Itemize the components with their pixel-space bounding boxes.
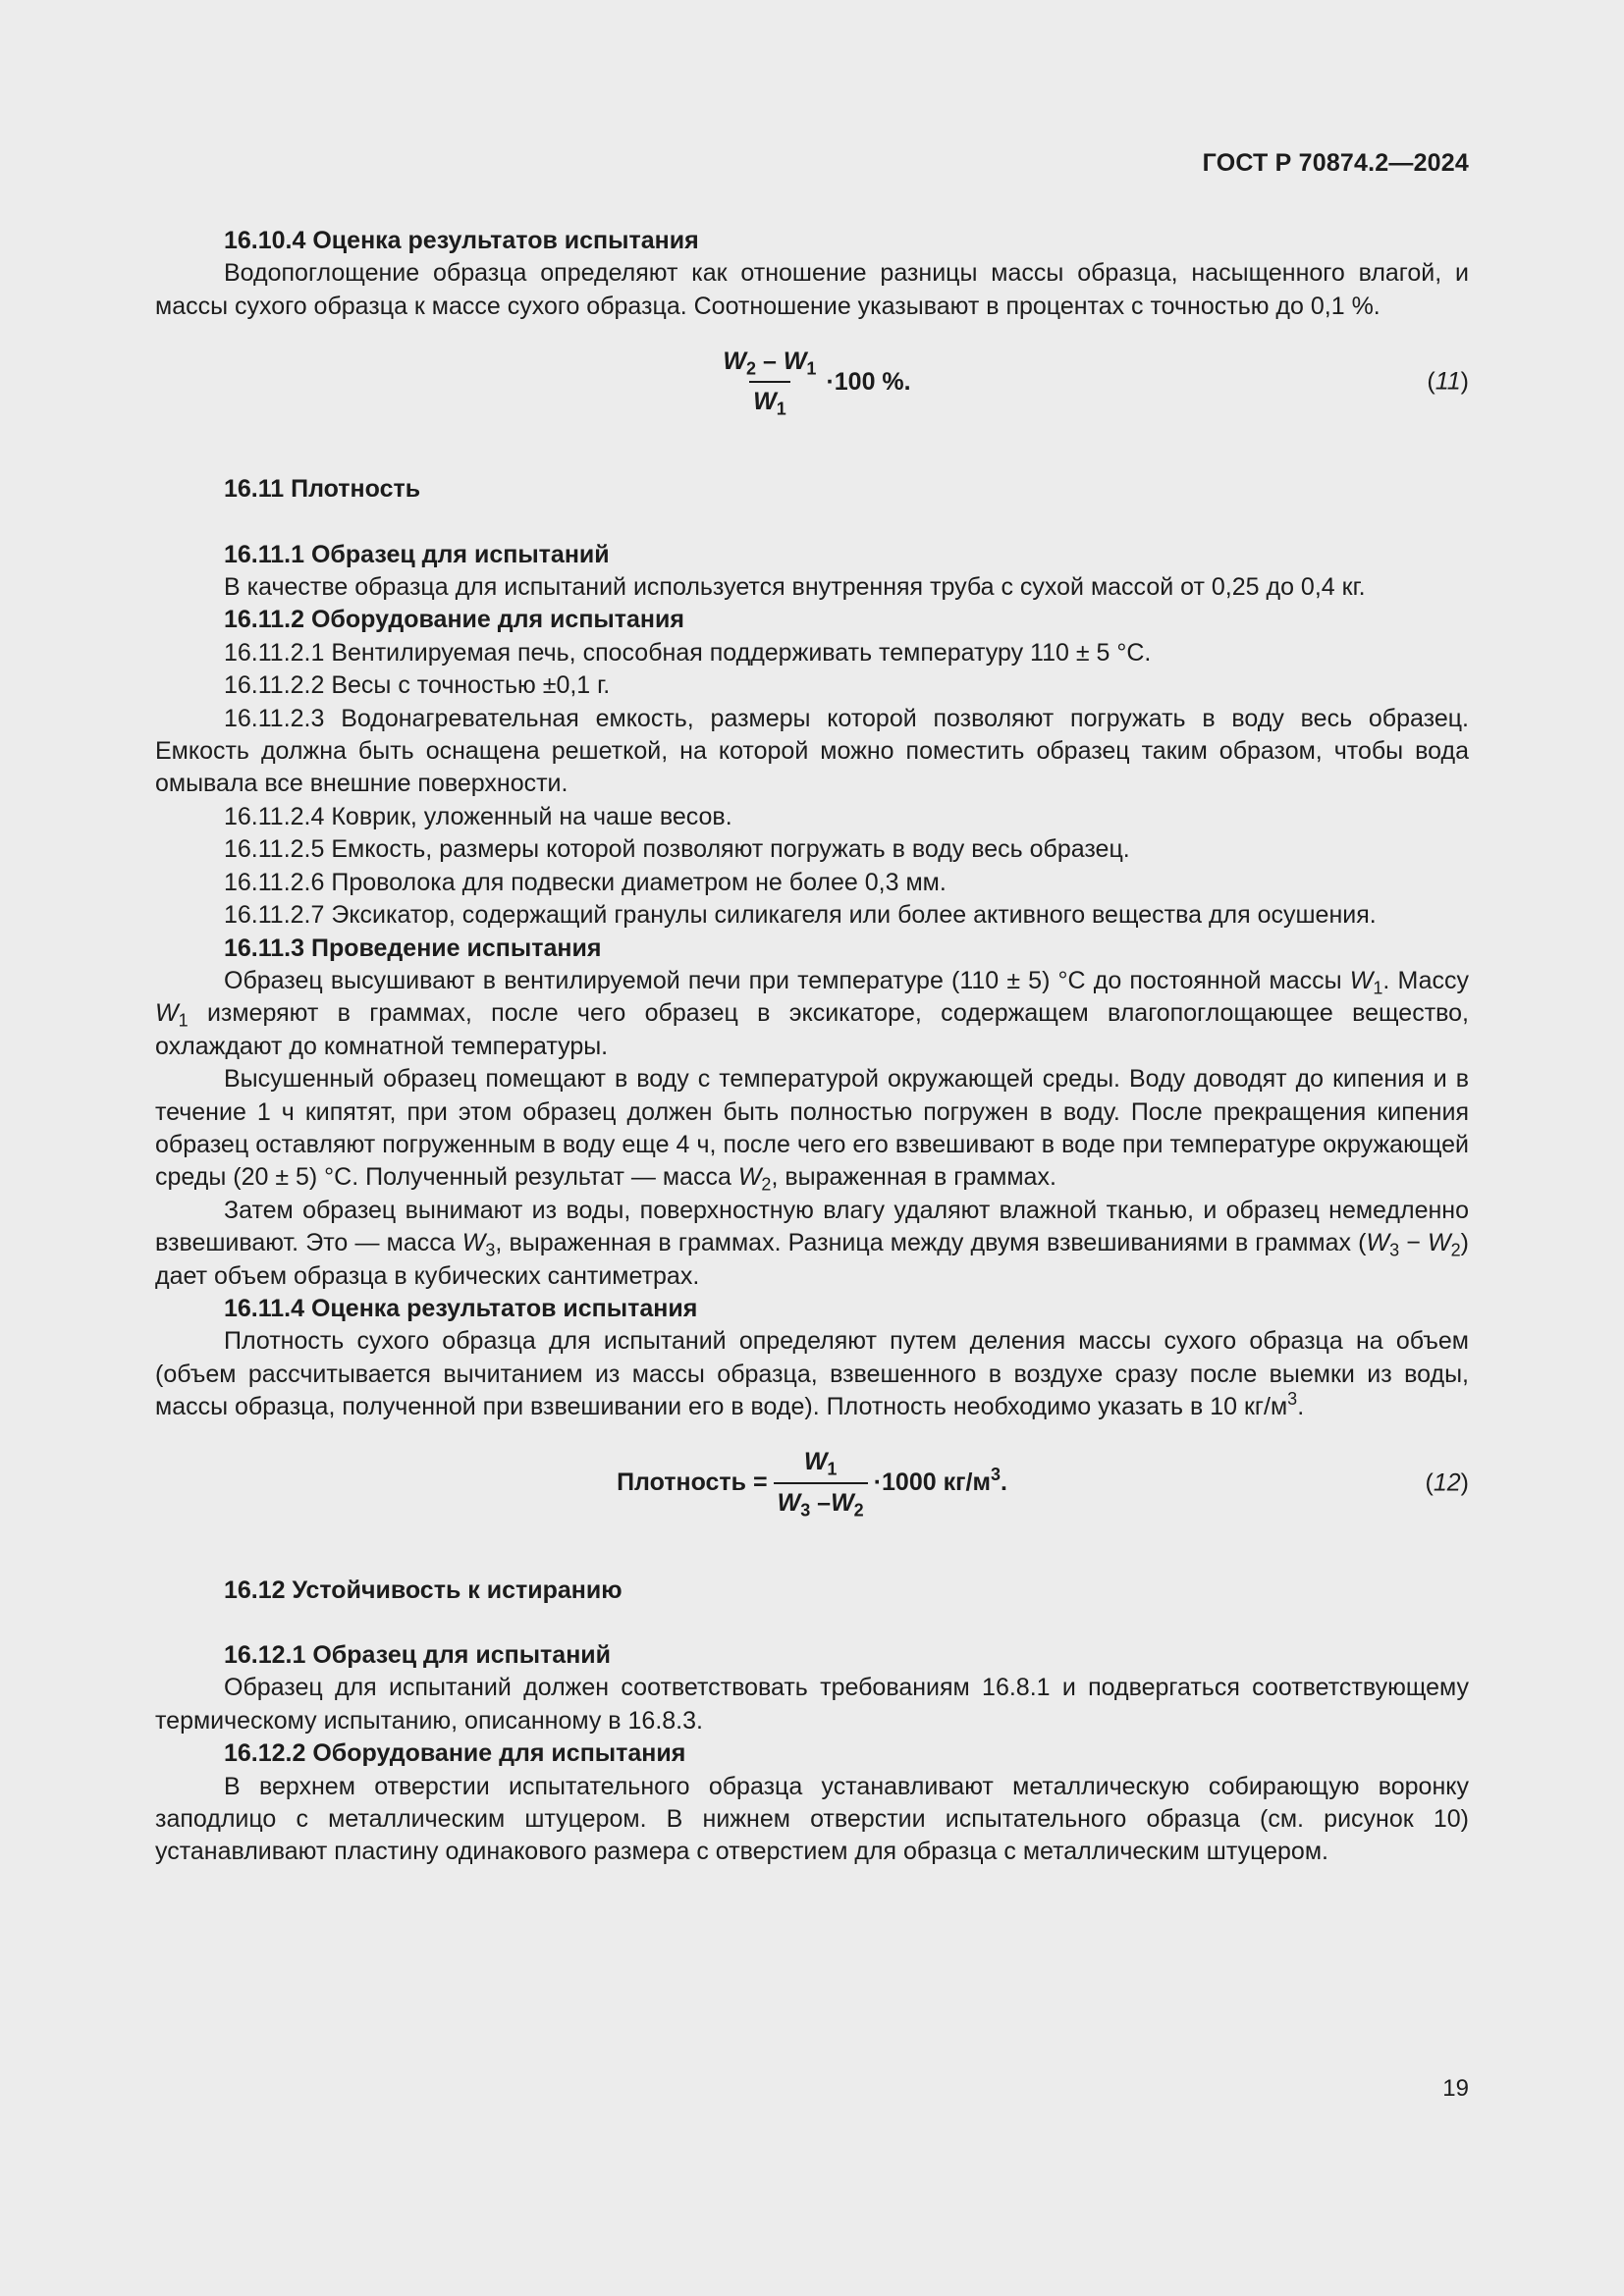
paragraph: В верхнем отверстии испытательного образца устанавливают металлическую собирающую воронку заподлицо с металлическим штуцером. В нижнем отверстии испытательного образца (см. рисунок 10) устанавливают пластину одинакового размера с отверстием для образца с металлическим штуцером. <box>155 1772 1469 1866</box>
list-item: 16.11.2.4 Коврик, уложенный на чаше весов. <box>224 802 732 830</box>
formula-11 <box>155 323 1469 441</box>
formula-12 <box>155 1424 1469 1542</box>
section-heading-16-11-2: 16.11.2 Оборудование для испытания <box>224 606 684 634</box>
section-heading-16-12-1: 16.12.1 Образец для испытаний <box>224 1641 612 1669</box>
list-item: 16.11.2.3 Водонагревательная емкость, размеры которой позволяют погружать в воду весь образец. Емкость должна быть оснащена решеткой, на которой можно поместить образец таким образом, чтобы вода омывала все внешние поверхности. <box>155 704 1469 798</box>
section-heading-16-11-1: 16.11.1 Образец для испытаний <box>224 540 610 568</box>
paragraph: Затем образец вынимают из воды, поверхностную влагу удаляют влажной тканью, и образец немедленно взвешивают. Это — масса $W_3$, выраженная в граммах. Разница между двумя взвешиваниями в граммах $(W_3 - W_2)$ дает объем образца в кубических сантиметрах. <box>155 1196 1469 1290</box>
formula-tail: ·1000 $кг/м^3$. <box>873 1465 1007 1496</box>
document-id-header: ГОСТ Р 70874.2—2024 <box>1202 149 1469 177</box>
list-item: 16.11.2.6 Проволока для подвески диаметром не более 0,3 мм. <box>224 868 947 896</box>
paragraph: Образец высушивают в вентилируемой печи при температуре (110 ± 5) °С до постоянной массы $W_1$. Массу $W_1$ измеряют в граммах, после чего образец в эксикаторе, содержащем влагопоглощающее вещество, охлаждают до комнатной температуры. <box>155 966 1469 1060</box>
page-number: 19 <box>1442 2075 1469 2102</box>
section-heading-16-11-3: 16.11.3 Проведение испытания <box>224 934 602 962</box>
section-heading-16-12-2: 16.12.2 Оборудование для испытания <box>224 1739 686 1768</box>
paragraph: Водопоглощение образца определяют как отношение разницы массы образца, насыщенного влагой, и массы сухого образца к массе сухого образца. Соотношение указывают в процентах с точностью до 0,1 %. <box>155 259 1469 320</box>
section-heading-16-10-4: 16.10.4 Оценка результатов испытания <box>224 227 699 254</box>
list-item: 16.11.2.5 Емкость, размеры которой позволяют погружать в воду весь образец. <box>224 835 1130 864</box>
formula-lhs: Плотность = <box>617 1468 768 1496</box>
paragraph: Образец для испытаний должен соответствовать требованиям 16.8.1 и подвергаться соответствующему термическому испытанию, описанному в 16.8.3. <box>155 1674 1469 1735</box>
fraction: $\frac{W_1}{W_3 -W_2}$ <box>774 1446 868 1520</box>
section-heading-16-12: 16.12 Устойчивость к истиранию <box>224 1575 623 1604</box>
formula-tail: ·100 %. <box>826 367 911 396</box>
equation-number: (12) <box>1425 1468 1469 1496</box>
fraction: $\frac{W_2 - W_1}{W_1}$ <box>723 347 817 419</box>
paragraph: В качестве образца для испытаний используется внутренняя труба с сухой массой от 0,25 до 0,4 кг. <box>224 573 1366 602</box>
list-item: 16.11.2.2 Весы с точностью ±0,1 г. <box>224 671 611 700</box>
equation-number: (11) <box>1427 367 1469 396</box>
section-heading-16-11-4: 16.11.4 Оценка результатов испытания <box>224 1294 698 1322</box>
list-item: 16.11.2.1 Вентилируемая печь, способная поддерживать температуру 110 ± 5 °С. <box>224 638 1152 667</box>
section-heading-16-11: 16.11 Плотность <box>224 475 421 504</box>
paragraph: Высушенный образец помещают в воду с температурой окружающей среды. Воду доводят до кипения и в течение 1 ч кипятят, при этом образец должен быть полностью погружен в воду. После прекращения кипения образец оставляют погруженным в воду еще 4 ч, после чего его взвешивают в воде при температуре окружающей среды (20 ± 5) °С. Полученный результат — масса $W_2$, выраженная в граммах. <box>155 1065 1469 1195</box>
paragraph: Плотность сухого образца для испытаний определяют путем деления массы сухого образца на объем (объем рассчитывается вычитанием из массы образца, взвешенного в воздухе сразу после выемки из воды, массы образца, полученной при взвешивании его в воде). Плотность необходимо указать в 10 $кг/м^3$. <box>155 1327 1469 1421</box>
list-item: 16.11.2.7 Эксикатор, содержащий гранулы силикагеля или более активного вещества для осушения. <box>224 901 1377 930</box>
document-body <box>155 225 1469 1869</box>
